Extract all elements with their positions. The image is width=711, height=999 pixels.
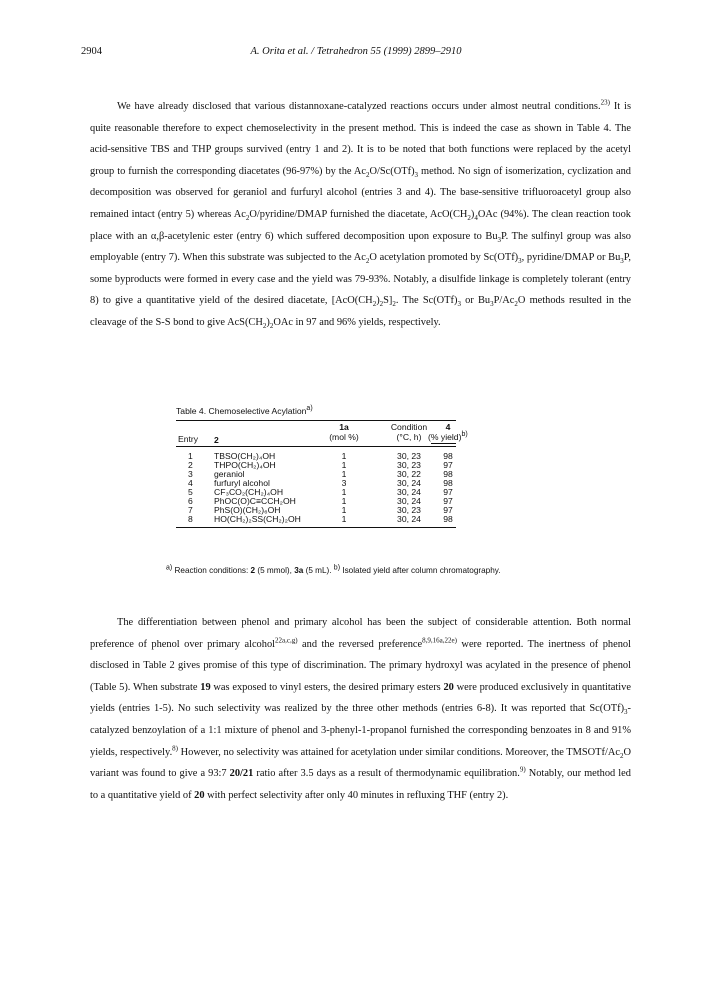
paragraph-1: We have already disclosed that various distannoxane-catalyzed reactions occurs under almost neutral conditions.$^{23)}$ It is quite reasonable therefore to expect chemoselectivity in the present method. This is indeed the case as shown in Table 4. The acid-sensitive TBS and THP groups survived (entry 1 and 2). It is to be noted that both functions were replaced by the acetyl group to furnish the corresponding diacetates (96-97%) by the $Ac_2O/Sc(OTf)_3$ method. No sign of isomerization, cyclization and decomposition was observed for geraniol and furfuryl alcohol (entries 3 and 4). The base-sensitive trifluoroacetyl group also remained intact (entry 5) whereas $Ac_2O/pyridine$/DMAP furnished the diacetate, $AcO(CH_2)_4OAc$ (94%). The clean reaction took place with an α,β-acetylenic ester (entry 6) which suffered decomposition upon exposure to $Bu_3P$. The sulfinyl group was also employable (entry 7). When this substrate was subjected to the $Ac_2O$ acetylation promoted by $Sc(OTf)_3$, pyridine/DMAP or $Bu_3P$, some byproducts were formed in every case and the yield was 79-93%. Notably, a disulfide linkage is completely tolerant (entry 8) to give a quantitative yield of the desired diacetate, $[AcO(CH_2)_2S]_2$. The $Sc(OTf)_3$ or $Bu_3P/Ac_2O$ methods resulted in the cleavage of the S-S bond to give $AcS(CH_2)_2OAc$ in 97 and 96% yields, respectively. [90,98,632,331]
table-cell-substrate: THPO(CH₂)₄OH [214,460,276,470]
table-top-rule [176,420,456,421]
table-cell-condition: 30, 24 [397,478,421,488]
table-cell-yield: 97 [443,496,453,506]
col-header-condition: Condition [390,422,428,432]
table-cell-substrate: geraniol [214,469,245,479]
table-cell-condition: 30, 23 [397,505,421,515]
table-cell-condition: 30, 24 [397,487,421,497]
table-cell-mol: 1 [341,487,347,497]
table-cell-substrate: HO(CH₂)₂SS(CH₂)₂OH [214,514,301,524]
table-cell-entry: 1 [188,451,193,461]
table-cell-entry: 4 [188,478,193,488]
table-header-rule [176,446,456,447]
page-number: 2904 [81,46,102,57]
table-cell-entry: 6 [188,496,193,506]
table-cell-substrate: furfuryl alcohol [214,478,270,488]
page-header [81,46,631,60]
table-cell-entry: 7 [188,505,193,515]
yield-header-underline [431,443,456,444]
table-cell-condition: 30, 22 [397,469,421,479]
table-cell-yield: 97 [443,505,453,515]
table-cell-mol: 1 [341,469,347,479]
table-cell-mol: 1 [341,514,347,524]
table-cell-yield: 97 [443,460,453,470]
table-footnote: $^{a)}$ Reaction conditions: 2 (5 mmol), 3a (5 mL). $^{b)}$ Isolated yield after column chromatography. [166,564,501,575]
col-header-substrate: 2 [214,435,219,445]
col-header-catalyst-unit: (mol %) [329,432,359,442]
table-bottom-rule [176,527,456,528]
running-head: A. Orita et al. / Tetrahedron 55 (1999) 2899–2910 [250,46,462,57]
table-cell-yield: 98 [443,478,453,488]
col-header-product: 4 [445,422,451,432]
table-cell-yield: 98 [443,514,453,524]
table-cell-condition: 30, 23 [397,451,421,461]
col-header-catalyst: 1a [339,422,349,432]
table-cell-mol: 1 [341,451,347,461]
table-cell-substrate: PhS(O)(CH₂)₆OH [214,505,281,515]
col-header-yield: (% yield)$^{b)}$ [428,431,468,442]
table-cell-mol: 1 [341,496,347,506]
table-cell-condition: 30, 23 [397,460,421,470]
table-cell-yield: 98 [443,451,453,461]
table-caption: Table 4. Chemoselective Acylation$^{a)}$ [176,405,313,416]
table-cell-mol: 1 [341,505,347,515]
table-cell-entry: 8 [188,514,193,524]
table-cell-substrate: TBSO(CH₂)₄OH [214,451,276,461]
table-cell-mol: 3 [341,478,347,488]
table-cell-entry: 2 [188,460,193,470]
col-header-entry: Entry [178,434,199,444]
table-cell-condition: 30, 24 [397,496,421,506]
table-cell-substrate: PhOC(O)C≡CCH₂OH [214,496,296,506]
table-cell-yield: 98 [443,469,453,479]
col-header-condition-unit: (°C, h) [396,432,422,442]
table-cell-yield: 97 [443,487,453,497]
table-cell-entry: 3 [188,469,193,479]
table-cell-entry: 5 [188,487,193,497]
table-cell-condition: 30, 24 [397,514,421,524]
table-cell-mol: 1 [341,460,347,470]
paragraph-2: The differentiation between phenol and primary alcohol has been the subject of considerable attention. Both normal preference of phenol over primary alcohol$^{22a,c,g)}$ and the reversed preference$^{8,9,16a,22e)}$ were reported. The inertness of phenol disclosed in Table 2 gives promise of this type of discrimination. The primary hydroxyl was acylated in the presence of phenol (Table 5). When substrate 19 was exposed to vinyl esters, the desired primary esters 20 were produced exclusively in quantitative yields (entries 1-5). No such selectivity was realized by the three other methods (entries 6-8). It was reported that $Sc(OTf)_3$-catalyzed benzoylation of a 1:1 mixture of phenol and 3-phenyl-1-propanol furnished the corresponding benzoates in 8 and 91% yields, respectively.$^{8)}$ However, no selectivity was attained for acetylation under similar conditions. Moreover, the TMSOTf/$Ac_2O$ variant was found to give a 93:7 20/21 ratio after 3.5 days as a result of thermodynamic equilibration.$^{9)}$ Notably, our method led to a quantitative yield of 20 with perfect selectivity after only 40 minutes in refluxing THF (entry 2). [90,617,632,801]
table-cell-substrate: CF₃CO₂(CH₂)₄OH [214,487,284,497]
